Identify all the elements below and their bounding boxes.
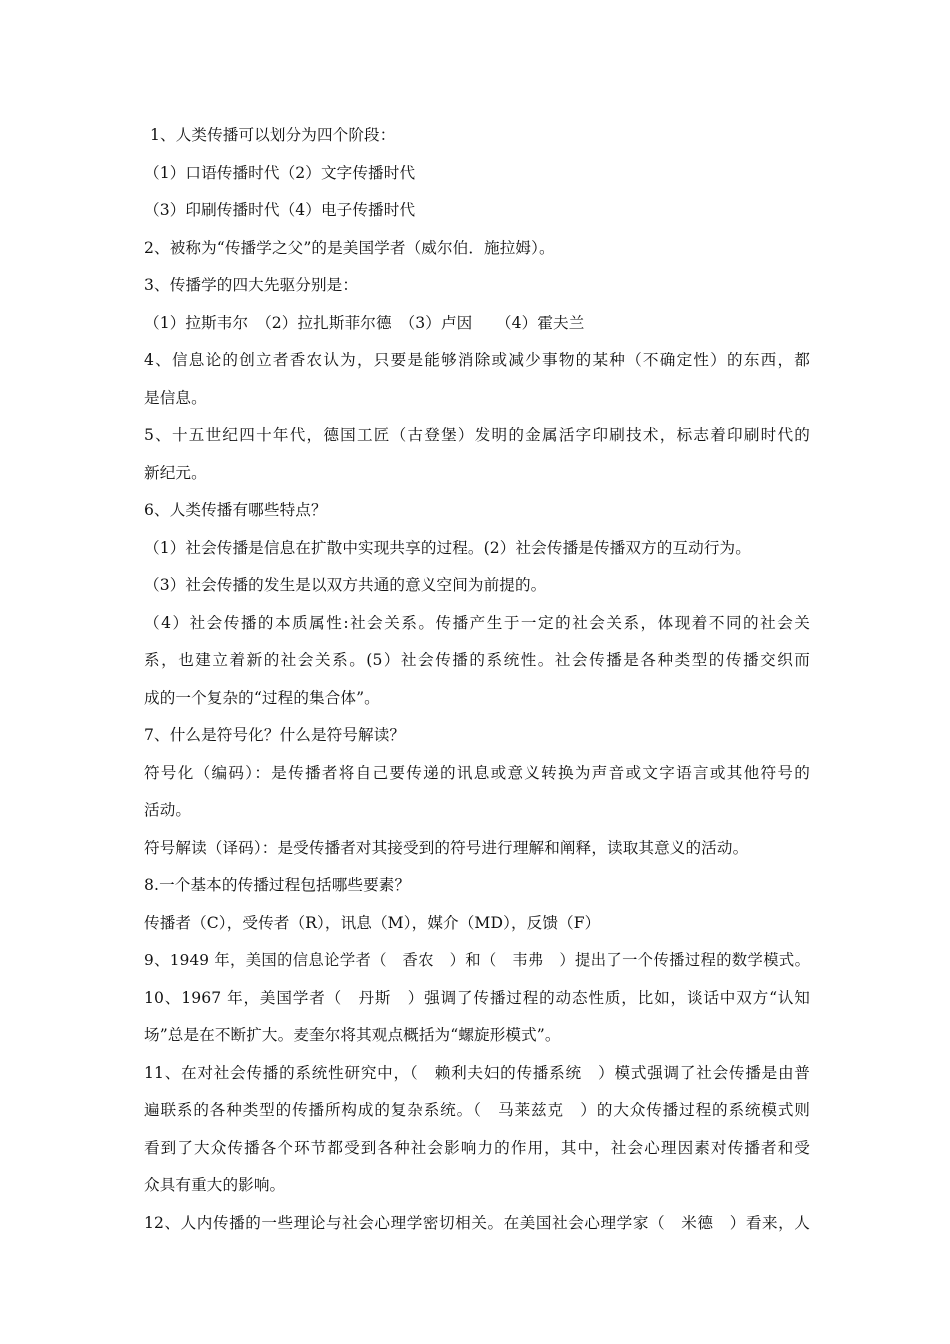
q3-answer: （1）拉斯韦尔 （2）拉扎斯菲尔德 （3）卢因 （4）霍夫兰 — [144, 313, 585, 332]
q1-heading: 1、人类传播可以划分为四个阶段： — [150, 126, 396, 144]
q6-answer-line-4: 系，也建立着新的社会关系。(5）社会传播的系统性。社会传播是各种类型的传播交织而 — [144, 651, 810, 669]
q6-answer-line-2: （3）社会传播的发生是以双方共通的意义空间为前提的。 — [144, 576, 547, 594]
q12-text-line-1: 12、人内传播的一些理论与社会心理学密切相关。在美国社会心理学家（ 米德 ）看来，人 — [144, 1213, 810, 1232]
q1-answer-line-1: （1）口语传播时代（2）文字传播时代 — [144, 163, 416, 182]
q11-text-line-3: 看到了大众传播各个环节都受到各种社会影响力的作用，其中，社会心理因素对传播者和受 — [144, 1138, 810, 1157]
q10-text-line-2: 场”总是在不断扩大。麦奎尔将其观点概括为“螺旋形模式”。 — [144, 1026, 561, 1044]
q2-text: 2、被称为“传播学之父”的是美国学者（威尔伯．施拉姆）。 — [144, 238, 555, 257]
q7-answer-line-2: 活动。 — [144, 801, 192, 819]
q8-heading: 8.一个基本的传播过程包括哪些要素？ — [144, 876, 411, 894]
q7-heading: 7、什么是符号化？什么是符号解读？ — [144, 726, 406, 744]
q5-text-line-1: 5、十五世纪四十年代，德国工匠（古登堡）发明的金属活字印刷技术，标志着印刷时代的 — [144, 426, 810, 444]
q4-text-line-2: 是信息。 — [144, 388, 207, 407]
q6-answer-line-3: （4）社会传播的本质属性:社会关系。传播产生于一定的社会关系，体现着不同的社会关 — [144, 613, 810, 632]
q3-heading: 3、传播学的四大先驱分别是： — [144, 276, 359, 294]
q5-text-line-2: 新纪元。 — [144, 463, 207, 482]
q6-heading: 6、人类传播有哪些特点？ — [144, 501, 327, 519]
q7-answer-line-1: 符号化（编码）：是传播者将自己要传递的讯息或意义转换为声音或文字语言或其他符号的 — [144, 763, 810, 782]
q6-answer-line-1: （1）社会传播是信息在扩散中实现共享的过程。(2）社会传播是传播双方的互动行为。 — [144, 538, 751, 557]
q1-answer-line-2: （3）印刷传播时代（4）电子传播时代 — [144, 201, 416, 219]
q11-text-line-4: 众具有重大的影响。 — [144, 1176, 286, 1194]
q7-answer-line-3: 符号解读（译码）：是受传播者对其接受到的符号进行理解和阐释，读取其意义的活动。 — [144, 838, 749, 857]
q11-text-line-2: 遍联系的各种类型的传播所构成的复杂系统。（ 马莱兹克 ）的大众传播过程的系统模式则 — [144, 1101, 810, 1119]
q10-text-line-1: 10、1967 年，美国学者（ 丹斯 ）强调了传播过程的动态性质，比如，谈话中双方“认知 — [144, 988, 810, 1007]
document-body — [144, 117, 810, 1242]
q6-answer-line-5: 成的一个复杂的“过程的集合体”。 — [144, 688, 380, 707]
q8-answer: 传播者（C），受传者（R），讯息（M），媒介（MD），反馈（F） — [144, 913, 601, 932]
q4-text-line-1: 4、信息论的创立者香农认为，只要是能够消除或减少事物的某种（不确定性）的东西，都 — [144, 351, 810, 369]
q11-text-line-1: 11、在对社会传播的系统性研究中，（ 赖利夫妇的传播系统 ）模式强调了社会传播是由普 — [144, 1063, 810, 1082]
q9-text: 9、1949 年，美国的信息论学者（ 香农 ）和（ 韦弗 ）提出了一个传播过程的数学模式。 — [144, 951, 810, 969]
